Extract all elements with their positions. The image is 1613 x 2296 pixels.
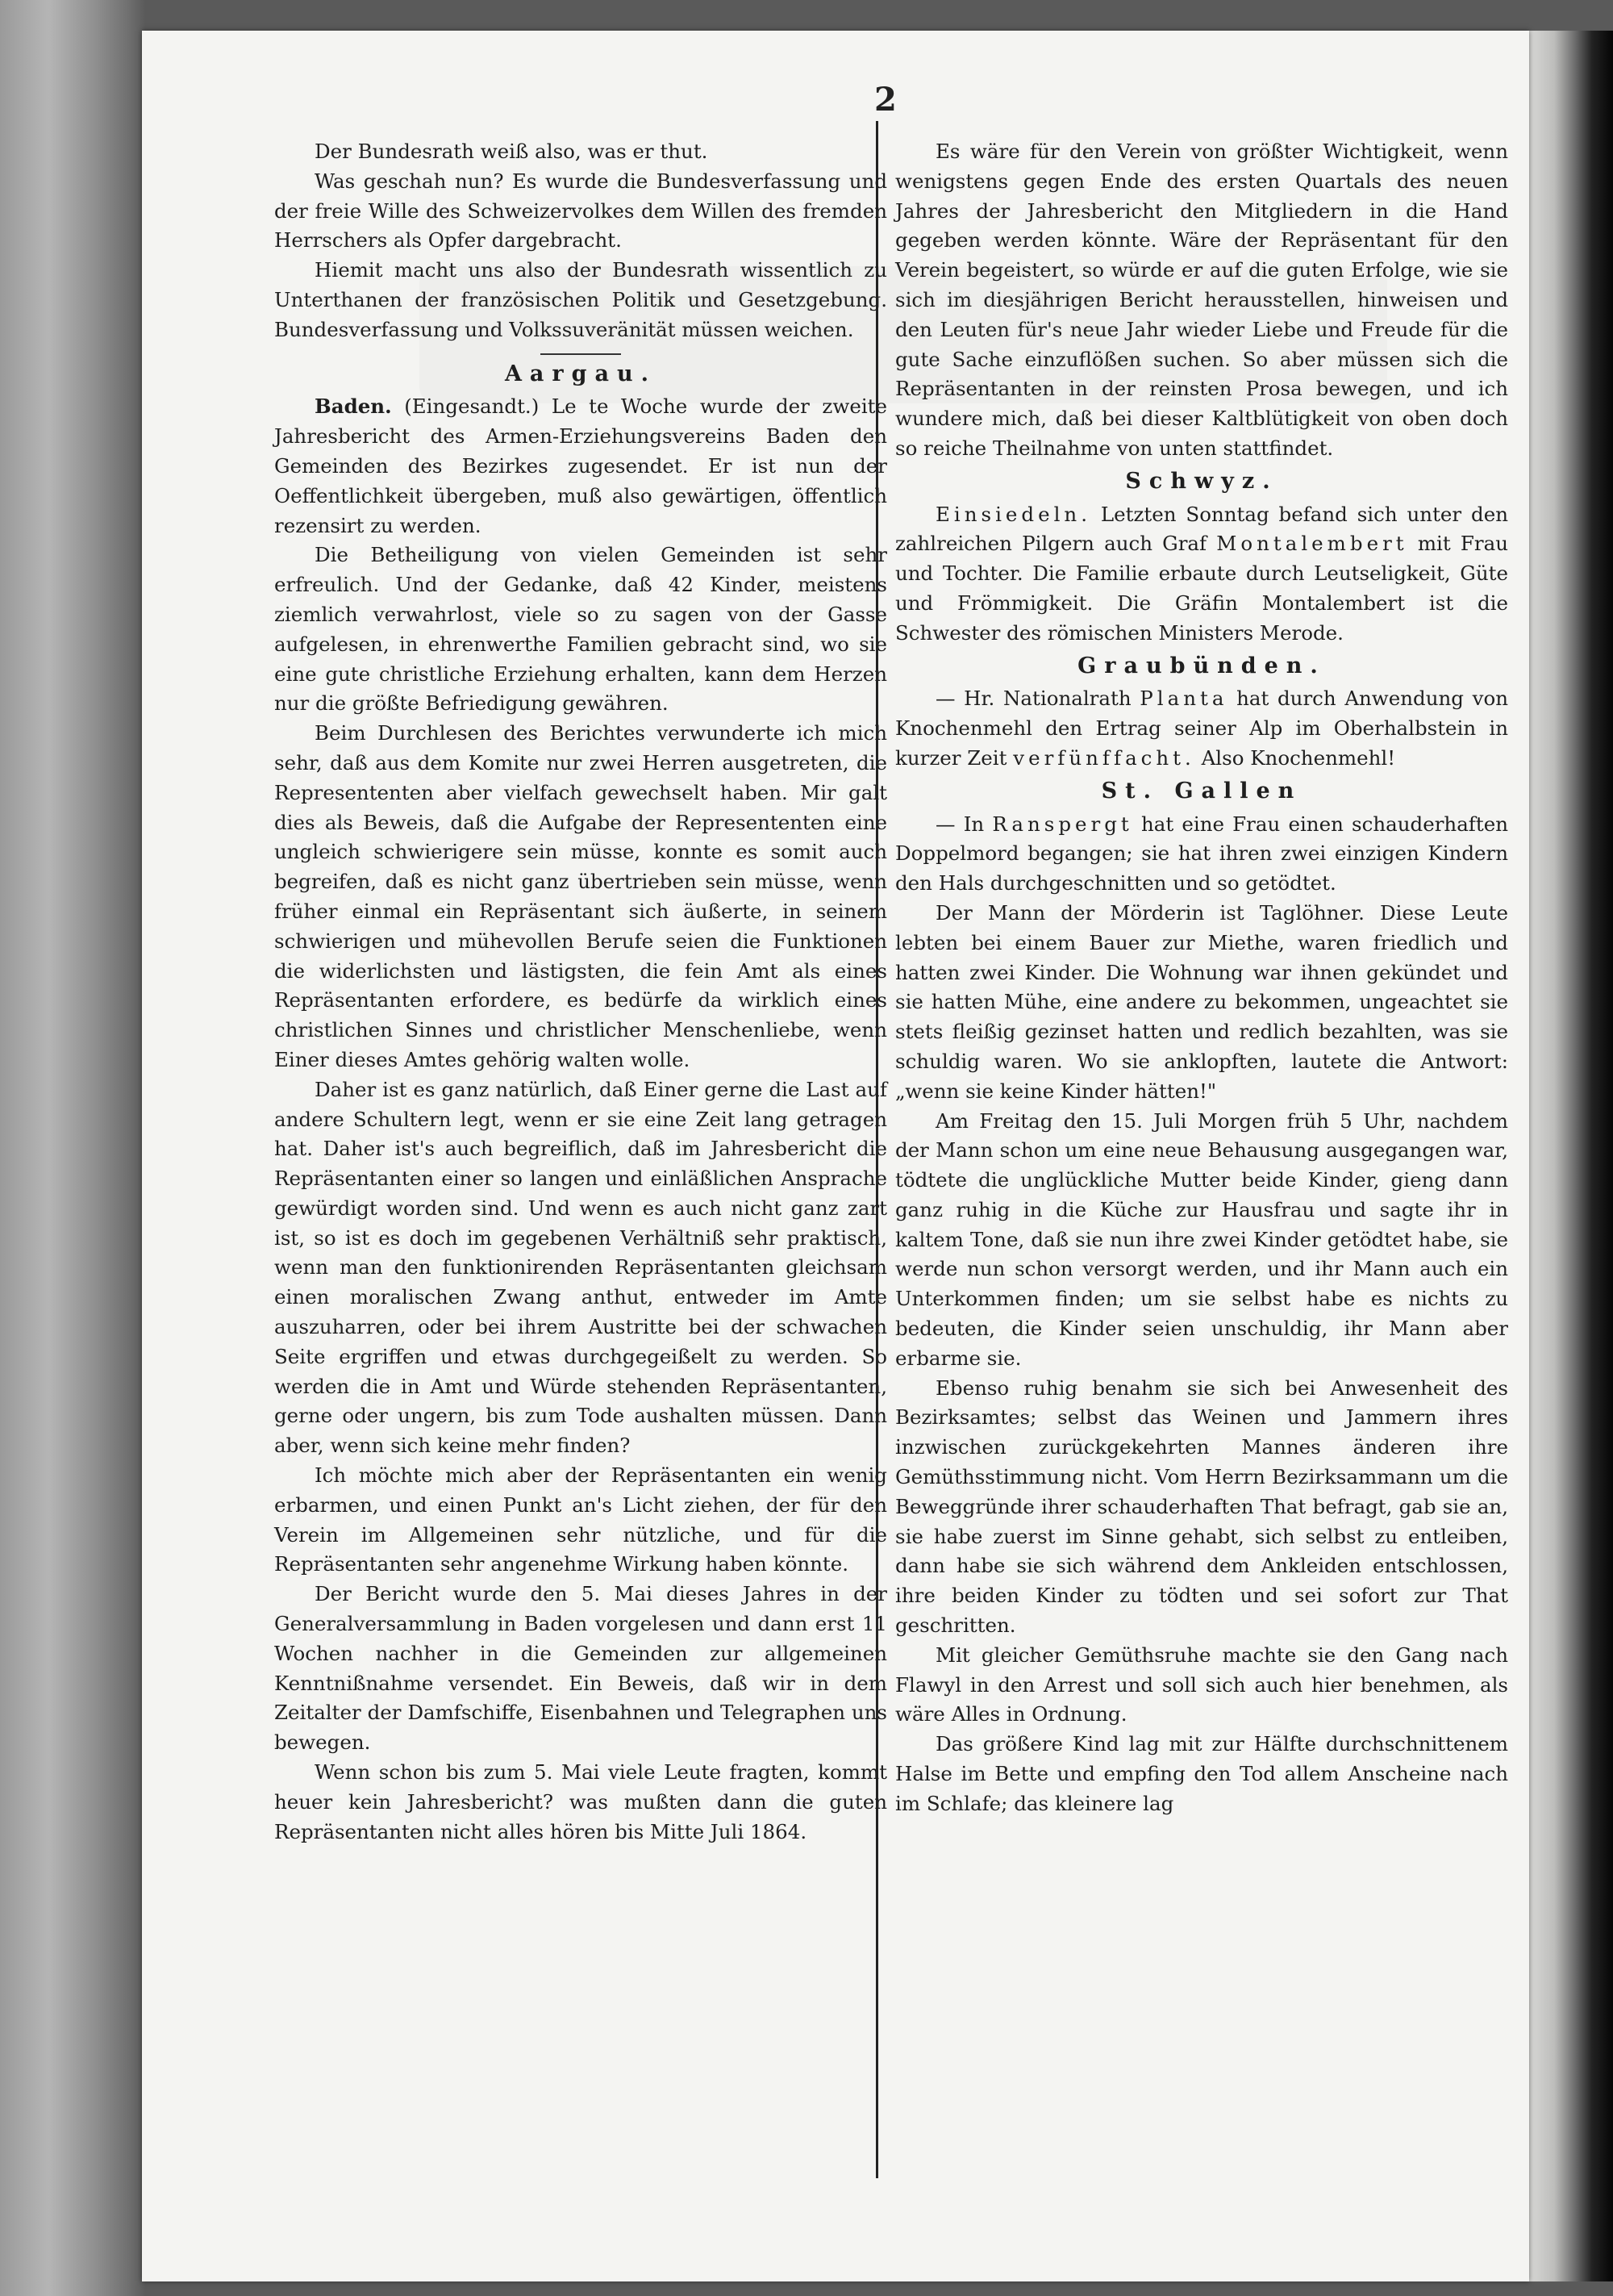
paragraph: Was geschah nun? Es wurde die Bundesverfassung und der freie Wille des Schweizervolkes dem Willen des fremden Herrschers als Opfer dargebracht. [274,169,887,253]
section-heading-st-gallen: St. Gallen [1101,778,1302,804]
paragraph: Hiemit macht uns also der Bundesrath wissentlich zu Unterthanen der französischen Politik und Gesetzgebung. Bundesverfassung und Volkssuveränität müssen weichen. [274,258,887,341]
text-fragment: hat eine Frau einen schauderhaften Doppelmord begangen; sie hat ihren zwei einzigen Kindern den Hals durchgeschnitten und so getödtet. [895,812,1508,895]
text-fragment: Letzten Sonntag befand sich unter den zahlreichen Pilgern auch Graf [895,502,1508,556]
paragraph: Beim Durchlesen des Berichtes verwunderte ich mich sehr, daß aus dem Komite nur zwei Herren ausgetreten, die Represententen aber vielfach gewechselt haben. Mir galt dies als Beweis, daß die Aufgabe der Represententen eine ungleich schwierigere sein müsse, konnte es somit auch begreifen, daß es nicht ganz übertrieben sein müsse, wenn früher einmal ein Repräsentant sich äußerte, in seinem schwierigen und mühevollen Berufe seien die Funktionen die widerlichsten und lästigsten, die fein Amt als eines Repräsentanten erfordere, es bedürfe da wirklich eines christlichen Sinnes und christlicher Menschenliebe, wenn Einer dieses Amtes gehörig walten wolle. [274,721,887,1071]
paragraph: Wenn schon bis zum 5. Mai viele Leute fragten, kommt heuer kein Jahresbericht? was mußten dann die guten Repräsentanten nicht alles hören bis Mitte Juli 1864. [274,1760,887,1843]
person-name: Planta [1140,687,1228,711]
paragraph: Das größere Kind lag mit zur Hälfte durchschnittenem Halse im Bette und empfing den Tod allem Anscheine nach im Schlafe; das kleinere lag [895,1732,1508,1815]
place-name: Einsiedeln. [936,502,1091,526]
lead-text: (Eingesandt.) Le te Woche wurde der zweite Jahresbericht des Armen-Erziehungsvereins Baden den Gemeinden des Bezirkes zugesendet. Er ist nun der Oeffentlichkeit übergeben, muß also gewärtigen, öffentlich rezensirt zu werden. [274,394,887,537]
book-spine-edge [1529,31,1613,2281]
left-column [274,137,887,1847]
text-fragment: — In [936,812,985,836]
right-column [895,137,1508,1819]
text-fragment: mit Frau und Tochter. Die Familie erbaute durch Leutseligkeit, Güte und Frömmigkeit. Die Gräfin Montalembert ist die Schwester des römischen Ministers Merode. [895,532,1508,645]
person-name: Montalembert [1216,532,1408,556]
paragraph-lead [895,810,1508,899]
section-heading-schwyz: Schwyz. [1125,468,1278,494]
paragraph: Die Betheiligung von vielen Gemeinden ist sehr erfreulich. Und der Gedanke, daß 42 Kinder, meistens ziemlich verwahrlost, viele so zu sagen von der Gasse aufgelesen, in ehrenwerthe Familien gebracht sind, wo sie eine gute christliche Erziehung erhalten, kann dem Herzen nur die größte Befriedigung gewähren. [274,543,887,716]
paragraph: Der Bericht wurde den 5. Mai dieses Jahres in der Generalversammlung in Baden vorgelesen und dann erst 11 Wochen nachher in die Gemeinden zur allgemeinen Kenntnißnahme versendet. Ein Beweis, daß wir in dem Zeitalter der Damfschiffe, Eisenbahnen und Telegraphen uns bewegen. [274,1582,887,1755]
paragraph: Ich möchte mich aber der Repräsentanten ein wenig erbarmen, und einen Punkt an's Licht ziehen, der für den Verein im Allgemeinen sehr nützliche, und für die Repräsentanten sehr angenehme Wirkung haben könnte. [274,1463,887,1576]
paragraph: Daher ist es ganz natürlich, daß Einer gerne die Last auf andere Schultern legt, wenn er sie eine Zeit lang getragen hat. Daher ist's auch begreiflich, daß im Jahresbericht die Repräsentanten einer so langen und einläßlichen Ansprache gewürdigt worden sind. Und wenn es auch nicht ganz zart ist, so ist es doch im gegebenen Verhältniß sehr praktisch, wenn man den funktionirenden Repräsentanten gleichsam einen moralischen Zwang anthut, entweder im Amte auszuharren, oder bei ihrem Austritte bei der schwachen Seite ergriffen und etwas durchgegeißelt zu werden. So werden die in Amt und Würde stehenden Repräsentanten, gerne oder ungern, bis zum Tode aushalten müssen. Dann aber, wenn sich keine mehr finden? [274,1077,887,1458]
emphasis: verfünffacht. [1013,745,1195,770]
paragraph: Der Bundesrath weiß also, was er thut. [315,140,708,163]
text-fragment: Also Knochenmehl! [1201,745,1396,770]
section-heading-aargau: Aargau. [504,361,657,386]
paragraph-lead [895,500,1508,649]
section-separator [540,353,621,355]
page-number: 2 [874,81,897,119]
paragraph-lead [895,684,1508,773]
text-fragment: — Hr. Nationalrath [936,687,1132,711]
paragraph: Am Freitag den 15. Juli Morgen früh 5 Uhr, nachdem der Mann schon um eine neue Behausung ausgegangen war, tödtete die unglückliche Mutter beide Kinder, gieng dann ganz ruhig in die Küche zur Hausfrau und sagte ihr in kaltem Tone, daß sie nun ihre zwei Kinder getödtet habe, sie werde nun schon versorgt werden, und ihr Mann auch ein Unterkommen finden; um sie selbst habe es nichts zu bedeuten, die Kinder seien unschuldig, ihr Mann aber erbarme sie. [895,1108,1508,1370]
paragraph: Ebenso ruhig benahm sie sich bei Anwesenheit des Bezirksamtes; selbst das Weinen und Jammern ihres inzwischen zurückgekehrten Mannes änderen ihre Gemüthsstimmung nicht. Vom Herrn Bezirksammann um die Beweggründe ihrer schauderhaften That befragt, gab sie an, sie habe zuerst im Sinne gehabt, sich selbst zu entleiben, dann habe sie sich während dem Ankleiden entschlossen, ihre beiden Kinder zu tödten und sei sofort zur That geschritten. [895,1376,1508,1638]
paragraph: Der Mann der Mörderin ist Taglöhner. Diese Leute lebten bei einem Bauer zur Miethe, waren friedlich und hatten zwei Kinder. Die Wohnung war ihnen gekündet und sie hatten Mühe, eine andere zu bekommen, ungeachtet sie stets fleißig gezinset hatten und redlich bezahlten, was sie schuldig waren. Wo sie anklopften, lautete die Antwort: „wenn sie keine Kinder hätten!" [895,900,1508,1103]
place-name: Ranspergt [992,812,1133,836]
paragraph: Es wäre für den Verein von größter Wichtigkeit, wenn wenigstens gegen Ende des ersten Quartals des neuen Jahres der Jahresbericht den Mitgliedern in die Hand gegeben werden könnte. Wäre der Repräsentant für den Verein begeistert, so würde er auf die guten Erfolge, wie sie sich im diesjährigen Bericht herausstellen, hinweisen und den Leuten für's neue Jahr wieder Liebe und Freude für die gute Sache einzuflößen suchen. So aber müssen sich die Repräsentanten in der reinsten Prosa bewegen, und ich wundere mich, daß bei dieser Kaltblütigkeit von oben doch so reiche Theilnahme von unten stattfindet. [895,140,1508,460]
section-heading-graubuenden: Graubünden. [1077,653,1326,678]
text-fragment: hat durch Anwendung von Knochenmehl den Ertrag seiner Alp im Oberhalbstein in kurzer Zeit [895,687,1508,770]
place-name: Baden. [315,394,392,419]
paragraph: Mit gleicher Gemüthsruhe machte sie den Gang nach Flawyl in den Arrest und soll sich auch hier benehmen, als wäre Alles in Ordnung. [895,1643,1508,1726]
paragraph-lead [274,392,887,541]
